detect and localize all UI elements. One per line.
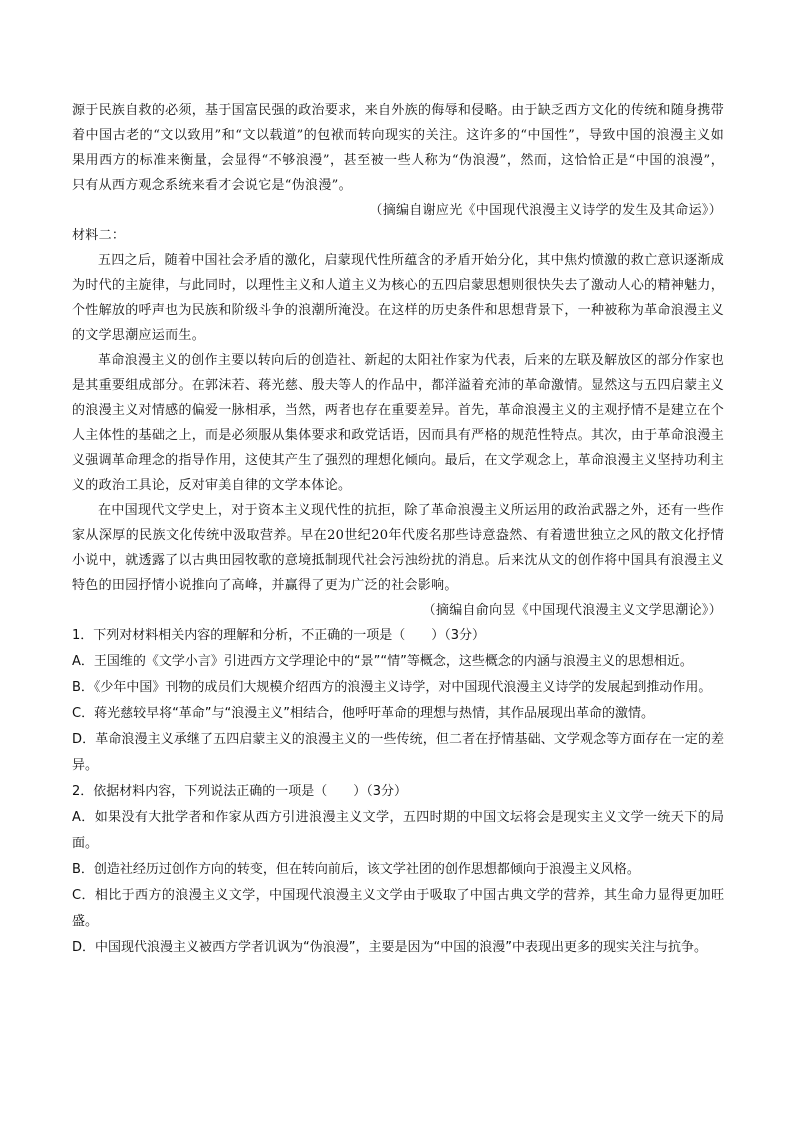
question-stem: 1．下列对材料相关内容的理解和分析，不正确的一项是（ ）（3分）	[72, 628, 486, 643]
question-1	[72, 623, 724, 779]
option-c[interactable]: C．蒋光慈较早将“革命”与“浪漫主义”相结合，他呼吁革命的理想与热情，其作品展现出革命的激情。	[72, 706, 655, 721]
material1-source: （摘编自谢应光《中国现代浪漫主义诗学的发生及其命运》）	[369, 203, 722, 218]
option-b[interactable]: B．创造社经历过创作方向的转变，但在转向前后，该文学社团的创作思想都倾向于浪漫主义风格。	[72, 862, 640, 877]
option-b[interactable]: B．《少年中国》刊物的成员们大规模介绍西方的浪漫主义诗学，对中国现代浪漫主义诗学的发展起到推动作用。	[72, 680, 712, 695]
material2-paragraph: 五四之后，随着中国社会矛盾的激化，启蒙现代性所蕴含的矛盾开始分化，其中焦灼愤激的救亡意识逐渐成为时代的主旋律，与此同时，以理性主义和人道主义为核心的五四启蒙思想则很快失去了激动人心的精神魅力，个性解放的呼声也为民族和阶级斗争的浪潮所淹没。在这样的历史条件和思想背景下，一种被称为革命浪漫主义的文学思潮应运而生。	[72, 253, 724, 343]
material2-paragraph: 在中国现代文学史上，对于资本主义现代性的抗拒，除了革命浪漫主义所运用的政治武器之外，还有一些作家从深厚的民族文化传统中汲取营养。早在20世纪20年代废名那些诗意盎然、有着遗世独立之风的散文化抒情小说中，就透露了以古典田园牧歌的意境抵制现代社会污浊纷扰的消息。后来沈从文的创作将中国具有浪漫主义特色的田园抒情小说推向了高峰，并赢得了更为广泛的社会影响。	[72, 503, 724, 593]
option-d[interactable]: D．革命浪漫主义承继了五四启蒙主义的浪漫主义的一些传统，但二者在抒情基础、文学观念等方面存在一定的差异。	[72, 732, 724, 773]
option-d[interactable]: D．中国现代浪漫主义被西方学者讥讽为“伪浪漫”，主要是因为“中国的浪漫”中表现出更多的现实关注与抗争。	[72, 940, 707, 955]
material2-paragraph: 革命浪漫主义的创作主要以转向后的创造社、新起的太阳社作家为代表，后来的左联及解放区的部分作家也是其重要组成部分。在郭沫若、蒋光慈、殷夫等人的作品中，都洋溢着充沛的革命激情。显然这与五四启蒙主义的浪漫主义对情感的偏爱一脉相承，当然，两者也存在重要差异。首先，革命浪漫主义的主观抒情不是建立在个人主体性的基础之上，而是必须服从集体要求和政党话语，因而具有严格的规范性特点。其次，由于革命浪漫主义强调革命理念的指导作用，这使其产生了强烈的理想化倾向。最后，在文学观念上，革命浪漫主义坚持功利主义的政治工具论，反对审美自律的文学本体论。	[72, 353, 724, 493]
question-2	[72, 779, 724, 961]
document-page	[72, 98, 724, 961]
option-c[interactable]: C．相比于西方的浪漫主义文学，中国现代浪漫主义文学由于吸取了中国古典文学的营养，其生命力显得更加旺盛。	[72, 888, 724, 929]
question-stem: 2．依据材料内容，下列说法正确的一项是（ ）（3分）	[72, 784, 408, 799]
option-a[interactable]: A．如果没有大批学者和作家从西方引进浪漫主义文学，五四时期的中国文坛将会是现实主义文学一统天下的局面。	[72, 810, 724, 851]
option-a[interactable]: A．王国维的《文学小言》引进西方文学理论中的“景”“情”等概念，这些概念的内涵与浪漫主义的思想相近。	[72, 654, 693, 669]
material2-heading: 材料二：	[72, 228, 126, 243]
material1-tail-paragraph: 源于民族自救的必须，基于国富民强的政治要求，来自外族的侮辱和侵略。由于缺乏西方文化的传统和随身携带着中国古老的“文以致用”和“文以载道”的包袱而转向现实的关注。这许多的“中国性”，导致中国的浪漫主义如果用西方的标准来衡量，会显得“不够浪漫”，甚至被一些人称为“伪浪漫”，然而，这恰恰正是“中国的浪漫”，只有从西方观念系统来看才会说它是“伪浪漫”。	[72, 103, 724, 193]
material2-source: （摘编自俞向昱《中国现代浪漫主义文学思潮论》）	[422, 603, 722, 618]
